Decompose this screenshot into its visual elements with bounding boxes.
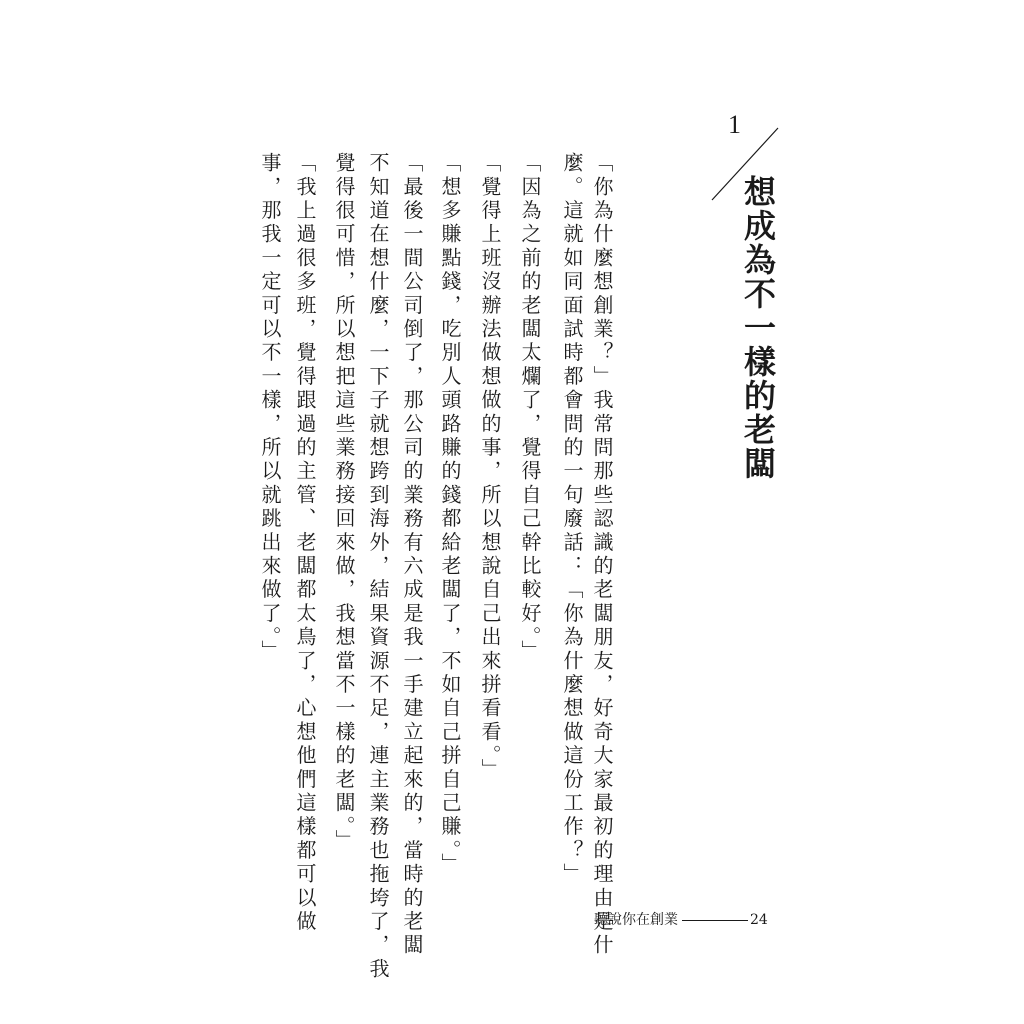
chapter-title: 想成為不一樣的老闆 (739, 175, 777, 481)
text-column-8: 覺得很可惜，所以想把這些業務接回來做，我想當不一樣的老闆。」 (332, 152, 356, 853)
page-number: 24 (750, 912, 768, 928)
footer-rule (682, 920, 748, 921)
text-column-1: 「你為什麼想創業？」我常問那些認識的老闆朋友，好奇大家最初的理由是什 (590, 152, 614, 958)
text-column-4: 「覺得上班沒辦法做想做的事，所以想說自己出來拼看看。」 (478, 152, 502, 782)
text-column-10: 事，那我一定可以不一樣，所以就跳出來做了。」 (258, 152, 282, 664)
chapter-number: 1 (728, 110, 741, 139)
text-column-6: 「最後一間公司倒了，那公司的業務有六成是我一手建立起來的，當時的老闆 (400, 152, 424, 958)
text-column-2: 麼。這就如同面試時都會問的一句廢話：「你為什麼想做這份工作？」 (560, 152, 584, 887)
page-footer (594, 913, 768, 927)
running-book-title: 聽說你在創業 (594, 912, 678, 928)
text-column-3: 「因為之前的老闆太爛了，覺得自己幹比較好。」 (518, 152, 542, 664)
text-column-9: 「我上過很多班，覺得跟過的主管、老闆都太鳥了，心想他們這樣都可以做 (293, 152, 317, 935)
text-column-5: 「想多賺點錢，吃別人頭路賺的錢都給老闆了，不如自己拼自己賺。」 (438, 152, 462, 877)
text-column-7: 不知道在想什麼，一下子就想跨到海外，結果資源不足，連主業務也拖垮了，我 (366, 152, 390, 982)
